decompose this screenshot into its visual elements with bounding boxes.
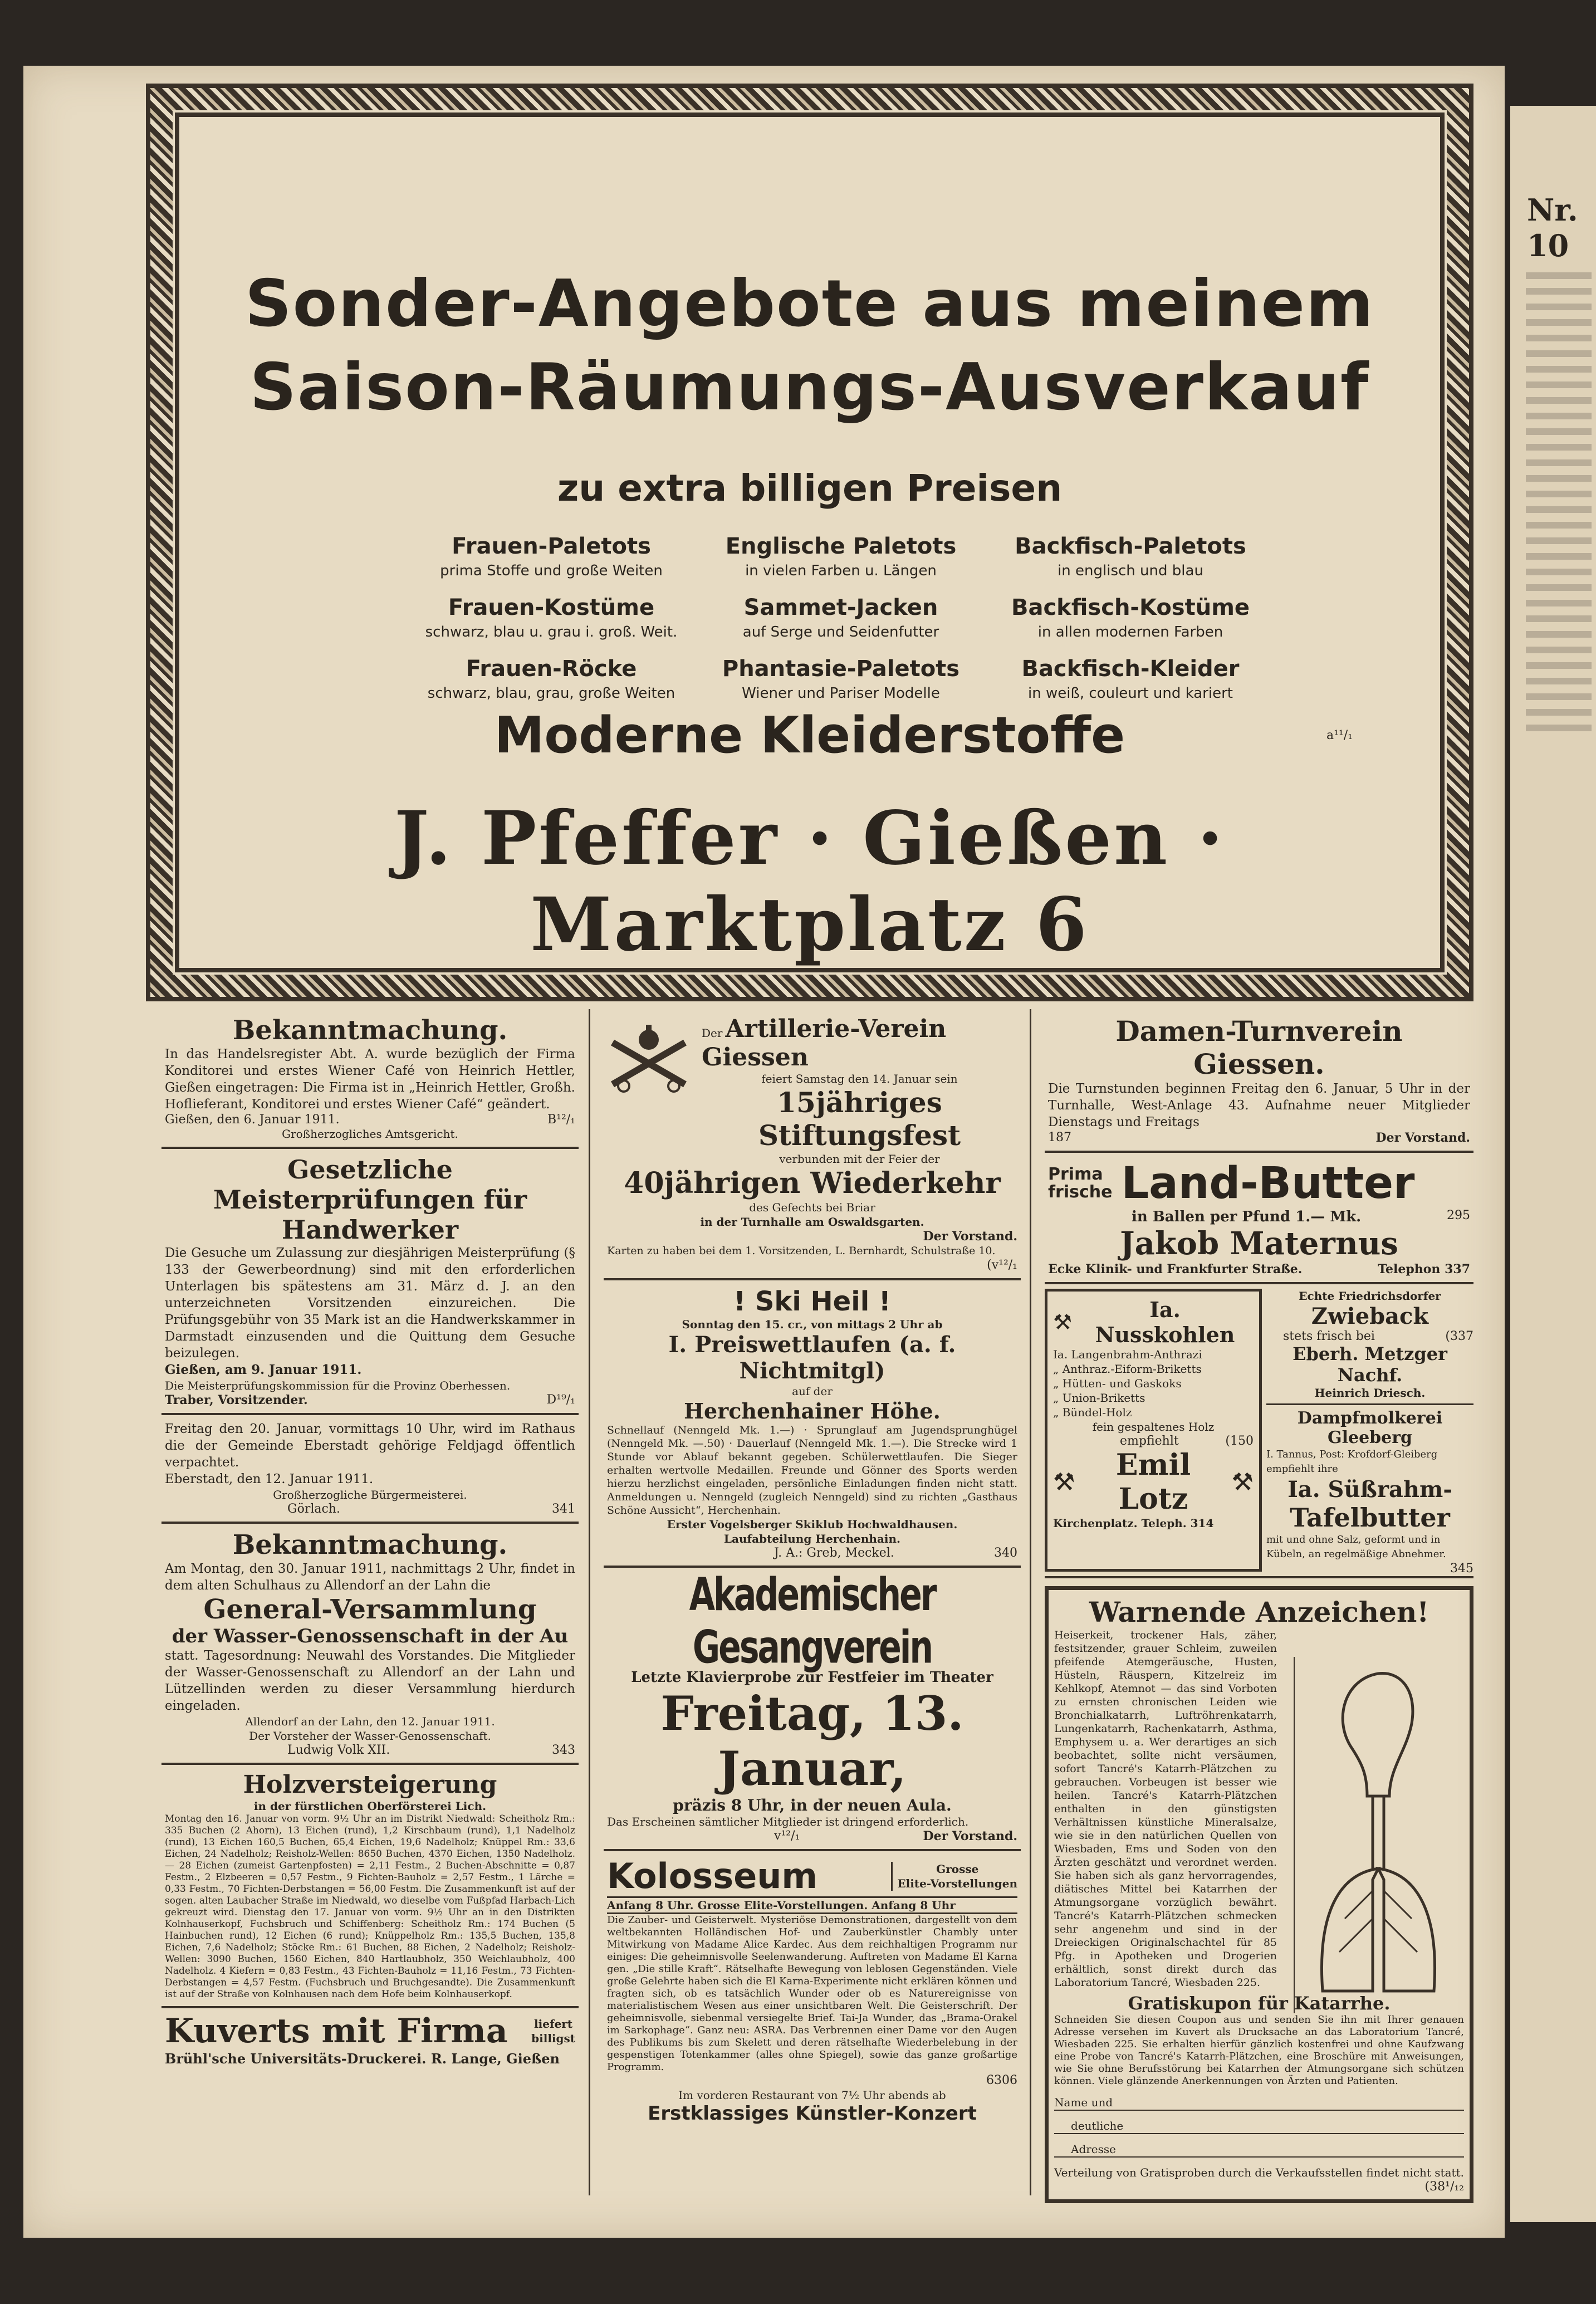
ad-artillerie-verein: Der Artillerie-Verein Giessen feiert Samstag den 14. Januar sein 15jähriges Stiftungsfest verbunden mit der Feier der 40jährigen Wiederkehr des Gefechts bei Briar in der Turnhalle am Oswaldsgarten. Der Vorstand. Karten zu haben bei dem 1. Vorsitzenden, L. Bernhardt, Schulstraße 10. (v¹²/₁ — [604, 1009, 1021, 1280]
ad-text: Die Gesuche um Zulassung zur diesjährigen Meisterprüfung (§ 133 der Gewerbeordnung) sind mit den erforderlichen Unterlagen bis spätestens am 31. März d. J. an den unterzeichneten Vorsitzenden einzureichen. Die Prüfungsgebühr von 35 Mark ist an die Handwerkskammer in Darmstadt einzusenden und die Quittung dem Gesuche beizulegen. — [165, 1246, 575, 1361]
coupon-deutliche-field: deutliche — [1054, 2119, 1464, 2134]
ad-title: Land-Butter — [1121, 1158, 1415, 1209]
ad-nusskohlen: ⚒ Ia. Nusskohlen Ia. Langenbrahm-Anthrazi „ Anthraz.-Eiform-Briketts „ Hütten- und Gaskoks „ Union-Briketts „ Bündel-Holz fein gespaltenes Holz empfiehlt (150 ⚒ Emil Lotz ⚒ Kirchenplatz. Teleph. 314 — [1045, 1289, 1262, 1572]
ad-column-right — [1266, 1284, 1473, 1576]
coupon-name-field: Name und — [1054, 2095, 1464, 2111]
ad-title: Ia. Nusskohlen — [1095, 1297, 1235, 1347]
ad-title: Akademischer Gesangverein — [689, 1568, 936, 1674]
ad-signature: Großherzogliches Amtsgericht. — [282, 1127, 458, 1141]
banner-item: Frauen-Kostüme schwarz, blau u. grau i. groß. Weit. — [425, 595, 678, 640]
ad-text: In das Handelsregister Abt. A. wurde bezüglich der Firma Konditorei und erstes Wiener Café von Heinrich Hettler, Gießen eingetragen: Die Firma ist in „Heinrich Hettler, Großh. Hoflieferant, Konditorei und erstes Wiener Café“ geändert. — [165, 1047, 575, 1112]
adjacent-page-text — [1526, 272, 1596, 731]
ad-text: Die Zauber- und Geisterwelt. Mysteriöse Demonstrationen, dargestellt von dem weltbekannten Holländischen Hof- und Zauberkünstler Chambly unter Mitwirkung von Madame Alice Kardec. Aus dem reichhaltigen Programm nur einiges: Die geheimnisvolle Seelenwanderung. Auftreten von Madame El Karna gen. „Die stille Kraft“. Rätselhafte Bewegung von leblosen Gegenständen. Viele große Gelehrte haben sich die El Karna-Experimente nicht erklären können und fragten sich, ob es tatsächlich Wunder oder ob es Naturereignisse von materialistischem Wesen aus einer unsichtbaren Welt. Die Geisterschrift. Der geheimnisvolle, siebenmal versiegelte Brief. Tai-Ja Wunder, das „Brama-Orakel im Sarkophage“. Ganz neu: ASRA. Das Verbrennen einer Dame vor den Augen des Publikums bis zum Skelett und deren rätselhafte Wiederbelebung in der gespenstigen Totenkammer (alles ohne Spiegel), sowie das ganze großartige Programm. — [607, 1914, 1017, 2073]
coupon-address-field: Adresse — [1054, 2142, 1464, 2158]
adjacent-page-edge — [1508, 106, 1596, 2222]
banner-code: a¹¹/₁ — [1326, 728, 1353, 742]
ad-text: Die Turnstunden beginnen Freitag den 6. Januar, 5 Uhr in der Turnhalle, West-Anlage 43. Aufnahme neuer Mitglieder Dienstags und Freitags — [1048, 1082, 1470, 1129]
banner-ad — [146, 84, 1473, 1001]
ad-title: Meisterprüfungen für Handwerker — [213, 1185, 527, 1245]
ad-title: Dampfmolkerei Gleeberg — [1297, 1408, 1443, 1447]
ad-damen-turnverein: Damen-Turnverein Giessen. Die Turnstunden beginnen Freitag den 6. Januar, 5 Uhr in der Turnhalle, West-Anlage 43. Aufnahme neuer Mitglieder Dienstags und Freitags 187 Der Vorstand. — [1045, 1009, 1473, 1153]
banner-item: Backfisch-Paletots in englisch und blau — [1015, 534, 1246, 579]
ad-text: Montag den 16. Januar von vorm. 9½ Uhr an im Distrikt Niedwald: Scheitholz Rm.: 335 Buchen (2 Ahorn), 13 Eichen (rund), 1,2 Kirschbaum (rund), 1,1 Nadelholz (rund), 13 Eichen 160,5 Buchen, 65,4 Eichen, 19,6 Nadelholz; Knüppel Rm.: 33,6 Eichen, 24 Nadelholz; Reisholz-Wellen: 8650 Buchen, 4370 Eichen, 1350 Nadelholz. — 28 Eichen (zumeist Gartenpfosten) = 2,11 Festm., 2 Buchen-Abschnitte = 0,87 Festm., 2 Elzbeeren = 0,57 Festm., 9 Fichten-Bauholz = 2,57 Festm., 1 Lärche = 0,33 Festm., 70 Fichten-Derbstangen = 56,00 Festm. Die Zusammenkunft ist auf der sogen. alten Laubacher Straße im Niedwald, wo dieselbe vom Fußpfad Harbach-Lich gekreuzt wird. Dienstag den 17. Januar von vorm. 9½ Uhr an in den Distrikten Kolnhauserkopf, Fuchsbruch und Schiffenberg: Scheitholz Rm.: 174 Buchen (5 Hainbuchen rund), 12 Eichen (6 rund); Knüppelholz Rm.: 135,5 Buchen, 135,8 Eichen, 7,6 Nadelholz; Stöcke Rm.: 61 Buchen, 88 Eichen, 2 Nadelholz; Reisholz-Wellen: 3090 Buchen, 1560 Eichen, 840 Hartlaubholz, 350 Weichlaubholz, 400 Nadelholz. 4 Kiefern = 0,83 Festm., 43 Fichten-Bauholz = 11,16 Festm., 73 Fichten-Derbstangen = 4,57 Festm. (Fuchsbruch und Bruchgesandte). Die Zusammenkunft ist auf der Straße von Kolnhausen nach dem Hofe beim Kolnhauserkopf. — [165, 1813, 575, 2000]
banner-headline-2: Saison-Räumungs-Ausverkauf — [249, 350, 1370, 425]
crossed-cannons-icon — [607, 1020, 691, 1093]
banner-firm-address: J. Pfeffer · Gießen · Marktplatz 6 — [394, 795, 1226, 968]
ad-holzversteigerung: Holzversteigerung in der fürstlichen Oberförsterei Lich. Montag den 16. Januar von vorm. 9½ Uhr an im Distrikt Niedwald: Scheitholz Rm.: 335 Buchen (2 Ahorn), 13 Eichen (rund), 1,2 Kirschbaum (rund), 1,1 Nadelholz (rund), 13 Eichen 160,5 Buchen, 65,4 Eichen, 19,6 Nadelholz; Knüppel Rm.: 33,6 Eichen, 24 Nadelholz; Reisholz-Wellen: 8650 Buchen, 4370 Eichen, 1350 Nadelholz. — 28 Eichen (zumeist Gartenpfosten) = 2,11 Festm., 2 Buchen-Abschnitte = 0,87 Festm., 2 Elzbeeren = 0,57 Festm., 9 Fichten-Bauholz = 2,57 Festm., 1 Lärche = 0,33 Festm., 70 Fichten-Derbstangen = 56,00 Festm. Die Zusammenkunft ist auf der sogen. alten Laubacher Straße im Niedwald, wo dieselbe vom Fußpfad Harbach-Lich gekreuzt wird. Dienstag den 17. Januar von vorm. 9½ Uhr an in den Distrikten Kolnhauserkopf, Fuchsbruch und Schiffenberg: Scheitholz Rm.: 174 Buchen (5 Hainbuchen rund), 12 Eichen (6 rund); Knüppelholz Rm.: 135,5 Buchen, 135,8 Eichen, 7,6 Nadelholz; Stöcke Rm.: 61 Buchen, 88 Eichen, 2 Nadelholz; Reisholz-Wellen: 3090 Buchen, 1560 Eichen, 840 Hartlaubholz, 350 Weichlaubholz, 400 Nadelholz. 4 Kiefern = 0,83 Festm., 43 Fichten-Bauholz = 11,16 Festm., 73 Fichten-Derbstangen = 4,57 Festm. (Fuchsbruch und Bruchgesandte). Die Zusammenkunft ist auf der Straße von Kolnhausen nach dem Hofe beim Kolnhauserkopf. — [161, 1765, 579, 2008]
next-page-number: Nr. 10 — [1527, 192, 1578, 263]
ad-row-kohlen-zwieback — [1045, 1284, 1473, 1578]
banner-item: Backfisch-Kleider in weiß, couleurt und kariert — [1021, 656, 1240, 702]
banner-item: Backfisch-Kostüme in allen modernen Farben — [1011, 595, 1250, 640]
crossed-hammers-icon: ⚒ — [1231, 1467, 1254, 1496]
ad-zwieback: Echte Friedrichsdorfer Zwieback stets frisch bei (337 Eberh. Metzger Nachf. Heinrich Driesch. — [1266, 1289, 1473, 1405]
ad-title: Warnende Anzeichen! — [1089, 1596, 1429, 1628]
banner-item: Englische Paletots in vielen Farben u. Längen — [725, 534, 957, 579]
banner-headline-1: Sonder-Angebote aus meinem — [245, 266, 1374, 341]
ad-warnende-anzeichen: Warnende Anzeichen! Heiserkeit, trockener Hals, zäher, festsitzender, grauer Schleim, zuweilen pfeifende Atemgeräusche, Husten, Hüsteln, Räuspern, Kitzelreiz im Kehlkopf, Atemnot — das sind Vorboten zu ernsten chronischen Leiden wie Bronchialkatarrh, Luftröhrenkatarrh, Lungenkatarrh, Rachenkatarrh, Asthma, Emphysem u. a. Wer derartiges an sich beobachtet, sollte nicht versäumen, sofort Tancré's Katarrh-Plätzchen zu gebrauchen. Vorbeugen ist besser wie heilen. Tancré's Katarrh-Plätzchen enthalten in den günstigsten Verhältnissen künstliche Mineralsalze, wie sie in den natürlichen Quellen von Wiesbaden, Ems und Soden von den Ärzten geschätzt und verordnet werden. Sie haben sich als ganz hervorragendes, diätisches Mittel bei Katarrhen der Atmungsorgane vorzüglich bewährt. Tancré's Katarrh-Plätzchen schmecken sehr angenehm und sind in der Dreieckigen Originalschachtel für 85 Pfg. in Apotheken und Drogerien erhältlich, sonst direkt durch das Laboratorium Tancré, Wiesbaden 225. Gratiskupon für Katarrhe. Schneiden Sie diesen Coupon aus und senden Sie ihn mit Ihrer genauen Adresse versehen im Kuvert als Drucksache an das Laboratorium Tancré, Wiesbaden 225. Sie erhalten hierfür gänzlich kostenfrei und ohne Kaufzwang eine Probe von Tancré's Katarrh-Plätzchen, eine Broschüre mit Anweisungen, wie Sie ohne Berufsstörung bei Katarrhen der Atmungsorgane sich schützen können. Viele glänzende Anerkennungen von Ärzten und Patienten. Name und deutliche Adresse Verteilung von Gratisproben durch die Verkaufsstellen findet nicht statt. (38¹/₁₂ — [1045, 1586, 1473, 2203]
ad-title: Kolosseum — [607, 1856, 817, 1896]
crossed-hammers-icon: ⚒ — [1053, 1310, 1073, 1334]
ad-title: Kuverts mit Firma — [165, 2012, 508, 2051]
ad-bekanntmachung-handelsregister: Bekanntmachung. In das Handelsregister Abt. A. wurde bezüglich der Firma Konditorei und erstes Wiener Café von Heinrich Hettler, Gießen eingetragen: Die Firma ist in „Heinrich Hettler, Großh. Hoflieferant, Konditorei und erstes Wiener Café“ geändert. Gießen, den 6. Januar 1911. B¹²/₁ Großherzogliches Amtsgericht. — [161, 1009, 579, 1149]
ad-text: statt. Tagesordnung: Neuwahl des Vorstandes. Die Mitglieder der Wasser-Genossenschaft zu Allendorf an der Lahn und Lützellinden werden zu dieser Versammlung hierdurch eingeladen. — [165, 1648, 575, 1713]
column-3 — [1036, 1009, 1473, 2195]
banner-item: Phantasie-Paletots Wiener und Pariser Modelle — [722, 656, 960, 702]
ad-title: Damen-Turnverein Giessen. — [1115, 1015, 1403, 1080]
banner-item: Sammet-Jacken auf Serge und Seidenfutter — [742, 595, 939, 640]
ad-title: Bekanntmachung. — [232, 1529, 508, 1561]
ad-title: Bekanntmachung. — [232, 1015, 508, 1046]
banner-item: Frauen-Röcke schwarz, blau, grau, große Weiten — [427, 656, 675, 702]
banner-item: Frauen-Paletots prima Stoffe und große Weiten — [440, 534, 663, 579]
crossed-hammers-icon: ⚒ — [1053, 1467, 1075, 1496]
ad-akademischer-gesangverein: Akademischer Gesangverein Letzte Klavierprobe zur Festfeier im Theater Freitag, 13. Januar, präzis 8 Uhr, in der neuen Aula. Das Erscheinen sämtlicher Mitglieder ist dringend erforderlich. v¹²/₁ Der Vorstand. — [604, 1568, 1021, 1851]
column-2 — [595, 1009, 1031, 2195]
ad-title: ! Ski Heil ! — [733, 1286, 891, 1317]
ad-kolosseum: Kolosseum Grosse Elite-Vorstellungen Anfang 8 Uhr. Grosse Elite-Vorstellungen. Anfang 8 Uhr Die Zauber- und Geisterwelt. Mysteriöse Demonstrationen, dargestellt von dem weltbekannten Holländischen Hof- und Zauberkünstler Chambly unter Mitwirkung von Madame Alice Kardec. Aus dem reichhaltigen Programm nur einiges: Die geheimnisvolle Seelenwanderung. Auftreten von Madame El Karna gen. „Die stille Kraft“. Rätselhafte Bewegung von leblosen Gegenständen. Viele große Gelehrte haben sich die El Karna-Experimente nicht erklären können und fragten sich, ob es tatsächlich Wunder oder ob es Naturereignisse von materialistischem Wesen aus einer unsichtbaren Welt. Die Geisterschrift. Der geheimnisvolle, siebenmal versiegelte Brief. Tai-Ja Wunder, das „Brama-Orakel im Sarkophage“. Ganz neu: ASRA. Das Verbrennen einer Dame vor den Augen des Publikums bis zum Skelett und deren rätselhafte Wiederbelebung in der gespenstigen Totenkammer (alles ohne Spiegel), sowie das ganze großartige Programm. 6306 Im vorderen Restaurant von 7½ Uhr abends ab Erstklassiges Künstler-Konzert — [607, 1856, 1017, 2125]
ad-dampfmolkerei: Dampfmolkerei Gleeberg I. Tannus, Post: Krofdorf-Gleiberg empfiehlt ihre Ia. Süßrahm- Tafelbutter mit und ohne Salz, geformt und in Kübeln, an regelmäßige Abnehmer. 345 — [1266, 1408, 1473, 1576]
ad-text: Freitag den 20. Januar, vormittags 10 Uhr, wird im Rathaus die der Gemeinde Eberstadt gehörige Feldjagd öffentlich verpachtet. — [165, 1422, 575, 1470]
ad-feldjagd: Freitag den 20. Januar, vormittags 10 Uhr, wird im Rathaus die der Gemeinde Eberstadt gehörige Feldjagd öffentlich verpachtet. Eberstadt, den 12. Januar 1911. Großherzogliche Bürgermeisterei. Görlach. 341 — [161, 1415, 579, 1524]
ad-title: Artillerie-Verein Giessen — [702, 1015, 947, 1072]
column-1 — [161, 1009, 590, 2195]
banner-subtitle: zu extra billigen Preisen — [557, 467, 1063, 510]
ad-meisterpruefungen: Gesetzliche Meisterprüfungen für Handwerker Die Gesuche um Zulassung zur diesjährigen Meisterprüfung (§ 133 der Gewerbeordnung) sind mit den erforderlichen Unterlagen bis spätestens am 31. März d. J. an den unterzeichneten Vorsitzenden einzureichen. Die Prüfungsgebühr von 35 Mark ist an die Handwerkskammer in Darmstadt einzusenden und die Quittung dem Gesuche beizulegen. Gießen, am 9. Januar 1911. Die Meisterprüfungskommission für die Provinz Oberhessen. Traber, Vorsitzender. D¹⁹/₁ — [161, 1149, 579, 1415]
ad-title: Holzversteigerung — [243, 1770, 497, 1799]
ad-kuverts: Kuverts mit Firma liefert billigst Brühl'sche Universitäts-Druckerei. R. Lange, Gießen — [165, 2012, 575, 2067]
ad-text: Schnellauf (Nenngeld Mk. 1.—) · Sprunglauf am Jugendsprunghügel (Nenngeld Mk. —.50) · Dauerlauf (Nenngeld Mk. 1.—). Die Strecke wird 1 Stunde vor Ablauf bekannt gegeben. Schülerwettlaufen. Die Sieger erhalten wertvolle Medaillen. Freunde und Gönner des Sports werden hierzu herzlichst eingeladen, persönliche Einladungen finden nicht statt. Anmeldungen u. Nenngeld (zugleich Nenngeld) sind zu richten „Gasthaus Schöne Aussicht“, Herchenhain. — [607, 1424, 1017, 1517]
throat-lungs-illustration — [1294, 1657, 1462, 2013]
ad-ski-heil: ! Ski Heil ! Sonntag den 15. cr., von mittags 2 Uhr ab I. Preiswettlaufen (a. f. Nichtmitgl) auf der Herchenhainer Höhe. Schnellauf (Nenngeld Mk. 1.—) · Sprunglauf am Jugendsprunghügel (Nenngeld Mk. —.50) · Dauerlauf (Nenngeld Mk. 1.—). Die Strecke wird 1 Stunde vor Ablauf bekannt gegeben. Schülerwettlaufen. Die Sieger erhalten wertvolle Medaillen. Freunde und Gönner des Sports werden hierzu herzlichst eingeladen, persönliche Einladungen finden nicht statt. Anmeldungen u. Nenngeld (zugleich Nenngeld) sind zu richten „Gasthaus Schöne Aussicht“, Herchenhain. Erster Vogelsberger Skiklub Hochwaldhausen. Laufabteilung Herchenhain. J. A.: Greb, Meckel. 340 — [604, 1280, 1021, 1568]
ad-bekanntmachung-wassergenossenschaft: Bekanntmachung. Am Montag, den 30. Januar 1911, nachmittags 2 Uhr, findet in dem alten Schulhaus zu Allendorf an der Lahn die General-Versammlung der Wasser-Genossenschaft in der Au statt. Tagesordnung: Neuwahl des Vorstandes. Die Mitglieder der Wasser-Genossenschaft zu Allendorf an der Lahn und Lützellinden werden zu dieser Versammlung hierdurch eingeladen. Allendorf an der Lahn, den 12. Januar 1911. Der Vorsteher der Wasser-Genossenschaft. Ludwig Volk XII. 343 — [161, 1524, 579, 1765]
ad-land-butter: Prima frische Land-Butter in Ballen per Pfund 1.— Mk. 295 Jakob Maternus Ecke Klinik- und Frankfurter Straße. Telephon 337 — [1045, 1153, 1473, 1284]
ad-text: Heiserkeit, trockener Hals, zäher, festsitzender, grauer Schleim, zuweilen pfeifende Atemgeräusche, Husten, Hüsteln, Räuspern, Kitzelreiz im Kehlkopf, Atemnot — das sind Vorboten zu ernsten chronischen Leiden wie Bronchialkatarrh, Luftröhrenkatarrh, Lungenkatarrh, Rachenkatarrh, Asthma, Emphysem u. a. Wer derartiges an sich beobachtet, sollte nicht versäumen, sofort Tancré's Katarrh-Plätzchen zu gebrauchen. Vorbeugen ist besser wie heilen. Tancré's Katarrh-Plätzchen enthalten in den günstigsten Verhältnissen künstliche Mineralsalze, wie sie in den natürlichen Quellen von Wiesbaden, Ems und Soden von den Ärzten geschätzt und verordnet werden. Sie haben sich als ganz hervorragendes, diätisches Mittel bei Katarrhen der Atmungsorgane vorzüglich bewährt. Tancré's Katarrh-Plätzchen schmecken sehr angenehm und sind in der Dreieckigen Originalschachtel für 85 Pfg. in Apotheken und Drogerien erhältlich, sonst direkt durch das Laboratorium Tancré, Wiesbaden 225. — [1054, 1629, 1277, 1989]
banner-kleiderstoffe: Moderne Kleiderstoffe — [494, 706, 1125, 765]
